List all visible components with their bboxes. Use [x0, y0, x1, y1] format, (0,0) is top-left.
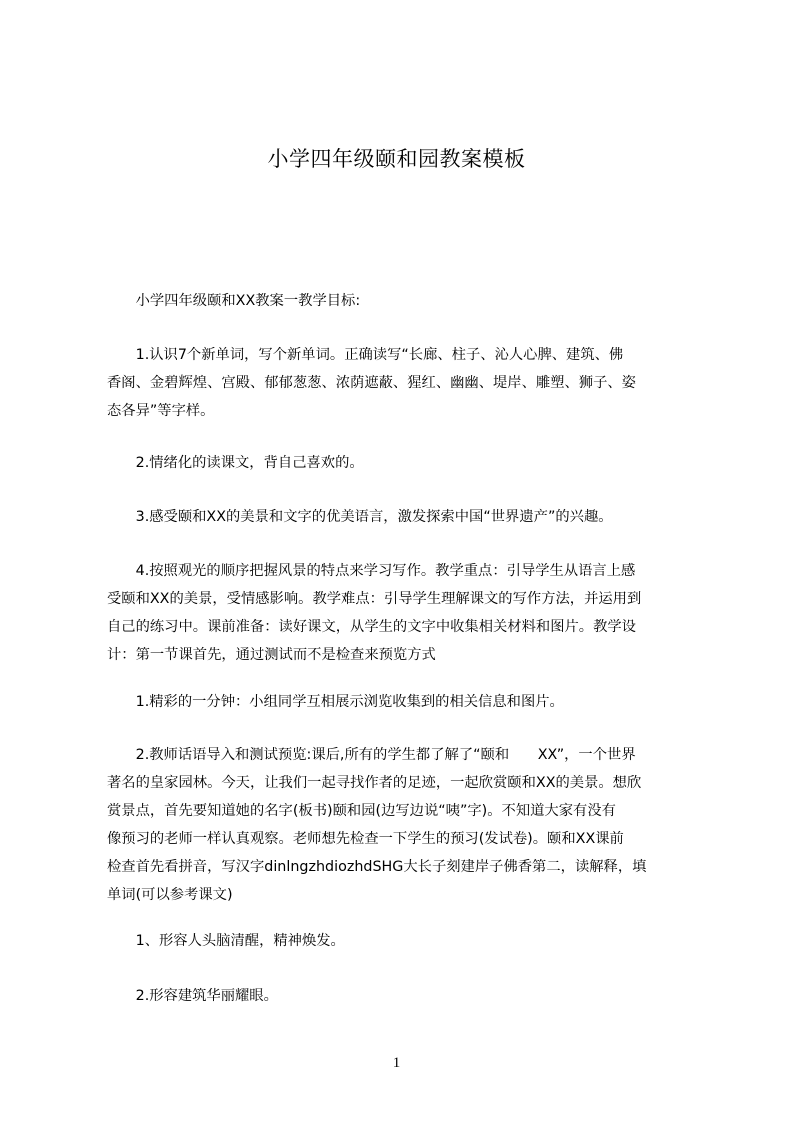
document-title: 小学四年级颐和园教案模板	[267, 147, 526, 171]
paragraph-activity-2	[107, 741, 699, 909]
text-line: 受颐和XX的美景，受情感影响。教学难点：引导学生理解课文的写作方法，并运用到	[107, 591, 642, 607]
text-line: 2.教师话语导入和测试预览:课后,所有的学生都了解了“颐和 XX”，一个世界	[107, 747, 636, 763]
paragraph-objective-1	[107, 341, 699, 425]
text-line: 1.精彩的一分钟：小组同学互相展示浏览收集到的相关信息和图片。	[107, 694, 564, 710]
paragraph-objective-4	[107, 557, 699, 669]
text-line: 单词(可以参考课文)	[107, 887, 233, 903]
text-line: 1、形容人头脑清醒，精神焕发。	[107, 933, 345, 949]
text-line: 1.认识7个新单词，写个新单词。正确读写“长廊、柱子、沁人心脾、建筑、佛	[107, 347, 624, 363]
text-line: 4.按照观光的顺序把握风景的特点来学习写作。教学重点：引导学生从语言上感	[107, 563, 636, 579]
text-line: 态各异”等字样。	[107, 403, 215, 419]
paragraph-objective-2	[107, 449, 699, 477]
page-number: 1	[392, 1055, 401, 1071]
text-line: 3.感受颐和XX的美景和文字的优美语言，激发探索中国“世界遗产”的兴趣。	[107, 509, 613, 525]
paragraph-item-1	[107, 927, 699, 955]
text-line: 小学四年级颐和XX教案一教学目标:	[107, 293, 361, 309]
text-line: 著名的皇家园林。今天，让我们一起寻找作者的足迹，一起欣赏颐和XX的美景。想欣	[107, 775, 642, 791]
paragraph-objective-3	[107, 503, 699, 531]
text-line: 赏景点，首先要知道她的名字(板书)颐和园(边写边说“咦”字)。不知道大家有没有	[107, 803, 616, 819]
paragraph-objectives-heading	[107, 287, 699, 315]
paragraph-item-2	[107, 982, 699, 1010]
text-line: 2.情绪化的读课文，背自己喜欢的。	[107, 455, 364, 471]
text-line: 香阁、金碧辉煌、宫殿、郁郁葱葱、浓荫遮蔽、猩红、幽幽、堤岸、雕塑、狮子、姿	[107, 375, 636, 391]
paragraph-activity-1	[107, 688, 699, 716]
text-line: 2.形容建筑华丽耀眼。	[107, 988, 278, 1004]
text-line: 像预习的老师一样认真观察。老师想先检查一下学生的预习(发试卷)。颐和XX课前	[107, 831, 624, 847]
text-line: 计：第一节课首先，通过测试而不是检查来预览方式	[107, 647, 436, 663]
text-line: 自己的练习中。课前准备：读好课文，从学生的文字中收集相关材料和图片。教学设	[107, 619, 636, 635]
text-line: 检查首先看拼音，写汉字dinlngzhdiozhdSHG大长子刻建岸子佛香第二，读解释，填	[107, 859, 647, 875]
